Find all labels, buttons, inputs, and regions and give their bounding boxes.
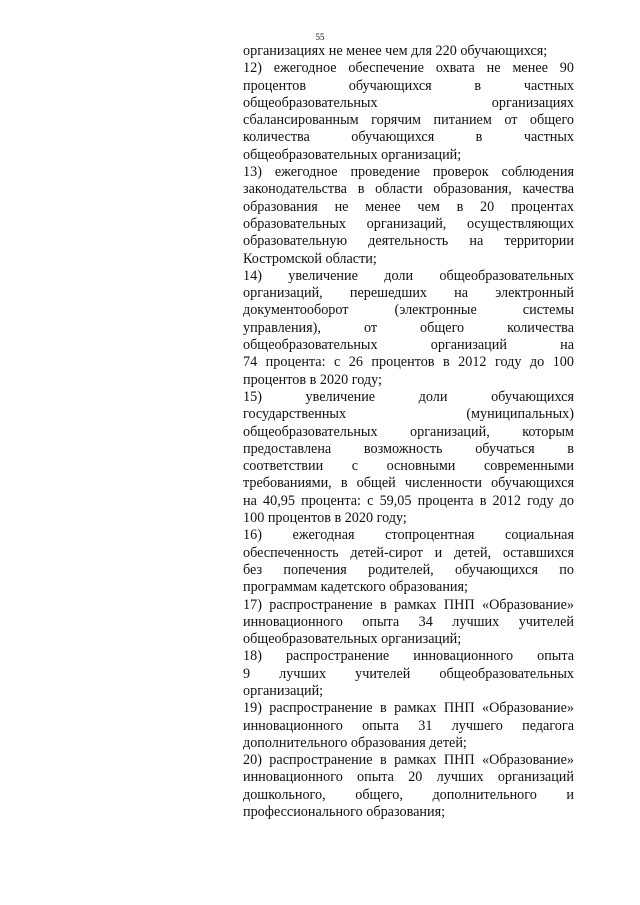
text-line: дошкольного, общего, дополнительного и <box>243 786 574 803</box>
text-line: 15) увеличение доли обучающихся <box>243 388 574 405</box>
text-line: образовательных организаций, осуществляющих <box>243 215 574 232</box>
text-line: обеспеченность детей-сирот и детей, оставшихся <box>243 544 574 561</box>
text-line: инновационного опыта 34 лучших учителей <box>243 613 574 630</box>
text-line: сбалансированным горячим питанием от общего <box>243 112 574 129</box>
text-line: 20) распространение в рамках ПНП «Образование» <box>243 752 574 769</box>
text-line: соответствии с основными современными <box>243 458 574 475</box>
text-line: 9 лучших учителей общеобразовательных <box>243 665 574 682</box>
text-line: 19) распространение в рамках ПНП «Образование» <box>243 700 574 717</box>
text-line: организаций; <box>243 682 324 699</box>
text-line: процентов в 2020 году; <box>243 371 382 388</box>
text-line: 12) ежегодное обеспечение охвата не менее 90 <box>243 60 574 77</box>
text-line: Костромской области; <box>243 250 377 267</box>
text-line: 17) распространение в рамках ПНП «Образование» <box>243 596 574 613</box>
text-line: инновационного опыта 31 лучшего педагога <box>243 717 574 734</box>
text-line: 18) распространение инновационного опыта <box>243 648 574 665</box>
text-line: без попечения родителей, обучающихся по <box>243 561 574 578</box>
text-line: управления), от общего количества <box>243 319 574 336</box>
text-line: государственных (муниципальных) <box>243 406 574 423</box>
page-number: 55 <box>315 32 325 42</box>
text-line: на 40,95 процента: с 59,05 процента в 2012 году до <box>243 492 574 509</box>
text-line: 100 процентов в 2020 году; <box>243 510 407 527</box>
text-line: 14) увеличение доли общеобразовательных <box>243 267 574 284</box>
text-line: законодательства в области образования, качества <box>243 181 574 198</box>
text-line: образования не менее чем в 20 процентах <box>243 198 574 215</box>
text-line: дополнительного образования детей; <box>243 734 467 751</box>
document-body <box>243 43 574 821</box>
text-line: процентов обучающихся в частных <box>243 77 574 94</box>
text-line: 13) ежегодное проведение проверок соблюдения <box>243 164 574 181</box>
text-line: 16) ежегодная стопроцентная социальная <box>243 527 574 544</box>
text-line: программам кадетского образования; <box>243 579 468 596</box>
text-line: требованиями, в общей численности обучающихся <box>243 475 574 492</box>
text-line: организациях не менее чем для 220 обучающихся; <box>243 43 548 59</box>
text-line: инновационного опыта 20 лучших организаций <box>243 769 574 786</box>
text-line: профессионального образования; <box>243 804 446 821</box>
text-line: общеобразовательных организаций; <box>243 631 462 648</box>
text-line: организаций, перешедших на электронный <box>243 285 574 302</box>
text-line: общеобразовательных организаций; <box>243 146 462 163</box>
text-line: предоставлена возможность обучаться в <box>243 440 574 457</box>
text-line: количества обучающихся в частных <box>243 129 574 146</box>
text-line: общеобразовательных организациях <box>243 94 574 111</box>
text-line: 74 процента: с 26 процентов в 2012 году до 100 <box>243 354 574 371</box>
text-line: документооборот (электронные системы <box>243 302 574 319</box>
text-line: образовательную деятельность на территории <box>243 233 574 250</box>
text-line: общеобразовательных организаций, которым <box>243 423 574 440</box>
text-line: общеобразовательных организаций на <box>243 337 574 354</box>
